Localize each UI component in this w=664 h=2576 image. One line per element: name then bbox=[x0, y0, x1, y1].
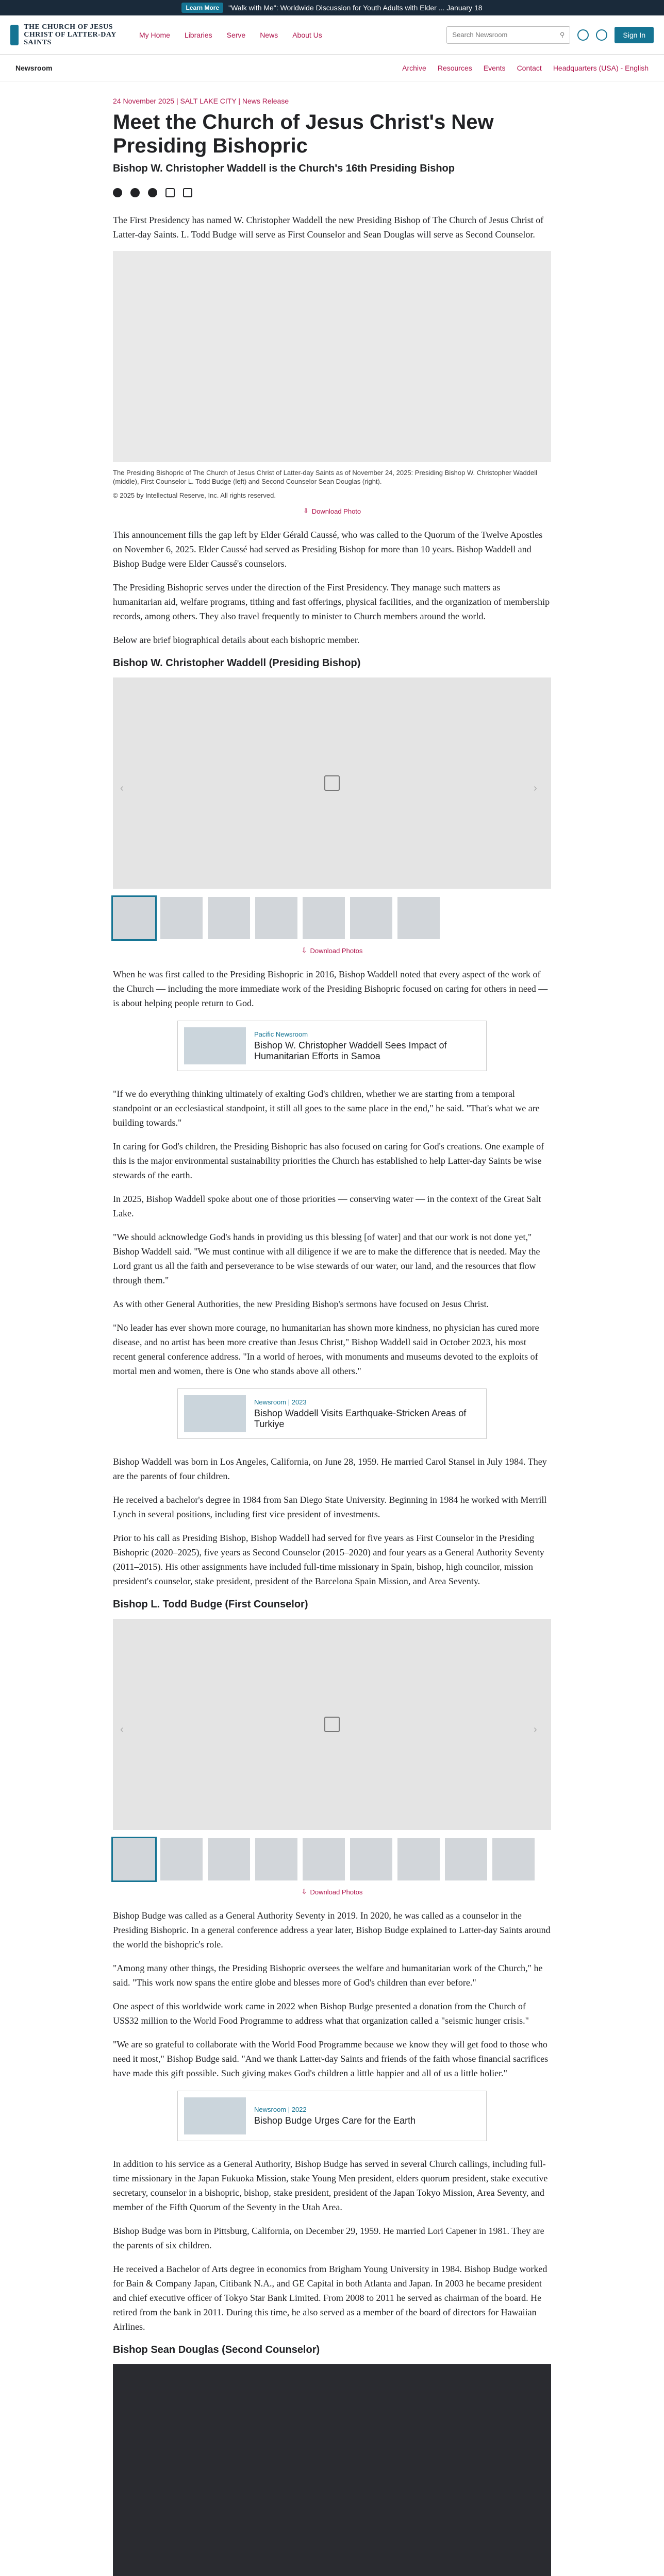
gallery-thumbnail[interactable] bbox=[208, 897, 250, 939]
paragraph: Bishop Budge was called as a General Authority Seventy in 2019. In 2020, he was called as a counselor in the Presiding Bishopric. In a general conference address a year later, Bishop Budge explained to Latter-day Saints around the world the bishopric's role. bbox=[113, 1910, 551, 1950]
related-title: Bishop Waddell Visits Earthquake-Stricken Areas of Turkiye bbox=[254, 1408, 467, 1429]
sign-in-button[interactable]: Sign In bbox=[615, 27, 654, 43]
photo-waddell bbox=[259, 251, 405, 462]
related-article[interactable] bbox=[177, 1021, 487, 1071]
gallery-thumbnail[interactable] bbox=[255, 897, 297, 939]
paragraph: This announcement fills the gap left by Elder Gérald Caussé, who was called to the Quorum of the Twelve Apostles on November 6, 2025. Elder Caussé had served as Presiding Bishop for more than 10 years. Bishop Waddell and Bishop Budge were Elder Caussé's counselors. bbox=[113, 530, 543, 569]
paragraph: The Presiding Bishopric serves under the direction of the First Presidency. They manage such matters as humanitarian aid, welfare programs, tithing and fast offerings, physical facilities, and the organization of membership records, among others. They also travel frequently to minister to Church members around the world. bbox=[113, 582, 550, 621]
paragraph: When he was first called to the Presiding Bishopric in 2016, Bishop Waddell noted that every aspect of the work of the Church — including the more immediate work of the Presiding Bishopric focused on caring for others in need — is about helping people return to God. bbox=[113, 969, 548, 1008]
subnav-resources[interactable]: Resources bbox=[437, 63, 472, 72]
facebook-icon[interactable] bbox=[113, 188, 122, 197]
newsroom-bar bbox=[0, 55, 664, 81]
gallery-thumbnail[interactable] bbox=[160, 897, 203, 939]
article bbox=[113, 81, 551, 2576]
paragraph: In caring for God's children, the Presiding Bishopric has also focused on caring for God's creations. One example of this is the major environmental sustainability priorities the Church has established to help Latter-day Saints be wise stewards of the earth. bbox=[113, 1141, 544, 1180]
download-photos-button[interactable]: ⇩ Download Photos bbox=[301, 1888, 363, 1896]
email-icon[interactable] bbox=[165, 188, 175, 197]
nav-libraries[interactable]: Libraries bbox=[184, 30, 212, 39]
related-article[interactable] bbox=[177, 1388, 487, 1439]
gallery-thumbnail[interactable] bbox=[492, 1838, 535, 1880]
section-heading-budge: Bishop L. Todd Budge (First Counselor) bbox=[113, 1599, 308, 1610]
gallery-thumbnail[interactable] bbox=[445, 1838, 487, 1880]
gallery-thumbnail[interactable] bbox=[303, 1838, 345, 1880]
paragraph: As with other General Authorities, the new Presiding Bishop's sermons have focused on Jesus Christ. bbox=[113, 1299, 489, 1309]
related-label: Pacific Newsroom bbox=[254, 1030, 308, 1038]
download-icon: ⇩ bbox=[301, 946, 307, 954]
gallery-thumbnail[interactable] bbox=[208, 1838, 250, 1880]
download-icon: ⇩ bbox=[303, 507, 309, 515]
learn-more-button[interactable]: Learn More bbox=[181, 3, 223, 13]
chevron-left-icon[interactable]: ‹ bbox=[120, 1724, 124, 1735]
intro-paragraph: The First Presidency has named W. Christopher Waddell the new Presiding Bishop of The Church of Jesus Christ of Latter-day Saints. L. Todd Budge will serve as First Counselor and Sean Douglas will serve as Second Counselor. bbox=[113, 215, 544, 240]
globe-icon[interactable] bbox=[596, 29, 607, 41]
hero-copyright: © 2025 by Intellectual Reserve, Inc. All rights reserved. bbox=[113, 492, 276, 499]
gallery-thumbnail[interactable] bbox=[397, 1838, 440, 1880]
related-title: Bishop W. Christopher Waddell Sees Impact of Humanitarian Efforts in Samoa bbox=[254, 1040, 447, 1061]
related-label: Newsroom | 2023 bbox=[254, 1398, 307, 1406]
gallery-thumbnail[interactable] bbox=[303, 897, 345, 939]
site-header bbox=[0, 15, 664, 55]
promo-bar bbox=[0, 0, 664, 15]
search-icon[interactable]: ⚲ bbox=[559, 30, 565, 39]
gallery-thumbnail[interactable] bbox=[350, 1838, 392, 1880]
nav-news[interactable]: News bbox=[260, 30, 278, 39]
waddell-thumbnails bbox=[113, 897, 551, 939]
christus-logo-icon bbox=[10, 25, 19, 45]
gallery-thumbnail[interactable] bbox=[113, 1838, 155, 1880]
waddell-gallery bbox=[113, 677, 551, 889]
related-article[interactable] bbox=[177, 2091, 487, 2141]
subnav-events[interactable]: Events bbox=[483, 63, 506, 72]
article-meta: 24 November 2025 | SALT LAKE CITY | News Release bbox=[113, 97, 289, 105]
bishopric-photo bbox=[113, 251, 551, 462]
paragraph: Bishop Budge was born in Pittsburg, California, on December 29, 1959. He married Lori Capener in 1981. They are the parents of six children. bbox=[113, 2226, 544, 2250]
paragraph: In addition to his service as a General Authority, Bishop Budge has served in several Church callings, including full-time missionary in the Japan Fukuoka Mission, stake Young Men president, elders quorum president, stake executive secretary, counselor in a bishopric, bishop, stake president, president of the Japan Tokyo Mission, Area Seventy, and member of the Fifth Quorum of the Seventy in the Utah Area. bbox=[113, 2159, 548, 2212]
budge-gallery bbox=[113, 1619, 551, 1830]
nav-serve[interactable]: Serve bbox=[226, 30, 246, 39]
chevron-left-icon[interactable]: ‹ bbox=[120, 783, 124, 794]
gallery-thumbnail[interactable] bbox=[255, 1838, 297, 1880]
subnav-contact[interactable]: Contact bbox=[517, 63, 542, 72]
related-thumbnail bbox=[184, 1027, 246, 1064]
paragraph: "Among many other things, the Presiding Bishopric oversees the welfare and humanitarian work of the Church," he said. "This work now spans the entire globe and blesses more of God's children than ever before." bbox=[113, 1963, 543, 1988]
paragraph: In 2025, Bishop Waddell spoke about one of those priorities — conserving water — in the context of the Great Salt Lake. bbox=[113, 1194, 541, 1218]
subnav-region[interactable]: Headquarters (USA) - English bbox=[553, 63, 649, 72]
douglas-photo[interactable] bbox=[113, 2364, 551, 2576]
search-box bbox=[446, 26, 570, 44]
paragraph: Prior to his call as Presiding Bishop, Bishop Waddell had served for five years as First Counselor in the Presiding Bishopric (2020–2025), five years as Second Counselor (2015–2020) and four years as a General Authority Seventy (2011–2015). His other assignments have included full-time missionary in Spain, bishop, high councilor, mission president's counselor, stake president, president of the Barcelona Spain Mission, and Area Seventy. bbox=[113, 1533, 544, 1586]
gallery-thumbnail[interactable] bbox=[160, 1838, 203, 1880]
photo-douglas bbox=[405, 251, 551, 462]
newsroom-brand[interactable]: Newsroom bbox=[15, 63, 53, 72]
gallery-thumbnail[interactable] bbox=[350, 897, 392, 939]
download-icon: ⇩ bbox=[301, 1888, 307, 1895]
share-bar bbox=[113, 188, 551, 197]
hero-caption: The Presiding Bishopric of The Church of Jesus Christ of Latter-day Saints as of November 24, 2025: Presiding Bishop W. Christopher Waddell (middle), First Counselor L. Todd Budge (left) and Second Counselor Sean Douglas (right). bbox=[113, 469, 538, 485]
paragraph: He received a bachelor's degree in 1984 from San Diego State University. Beginning in 1984 he worked with Merrill Lynch in several positions, including first vice president of investments. bbox=[113, 1495, 547, 1519]
x-icon[interactable] bbox=[130, 188, 140, 197]
page-title: Meet the Church of Jesus Christ's New Presiding Bishopric bbox=[113, 111, 494, 157]
nav-about-us[interactable]: About Us bbox=[292, 30, 322, 39]
paragraph: Bishop Waddell was born in Los Angeles, California, on June 28, 1959. He married Carol Stansel in July 1984. They are the parents of four children. bbox=[113, 1456, 547, 1481]
main-nav bbox=[139, 31, 322, 39]
nav-my-home[interactable]: My Home bbox=[139, 30, 170, 39]
logo-text: THE CHURCH OF JESUS CHRIST OF LATTER-DAY SAINTS bbox=[24, 23, 117, 46]
image-placeholder-icon bbox=[324, 1717, 340, 1732]
photo-budge bbox=[113, 251, 259, 462]
church-logo[interactable] bbox=[10, 23, 139, 46]
whatsapp-icon[interactable] bbox=[148, 188, 157, 197]
paragraph: He received a Bachelor of Arts degree in economics from Brigham Young University in 1984. Bishop Budge worked for Bain & Company Japan, Citibank N.A., and GE Capital in both Atlanta and Japan. In 2003 he became president and chief executive officer of Tokyo Star Bank Limited. From 2008 to 2011 he served as chairman of the board. He retired from the bank in 2011. During this time, he also served as a member of the board of directors for Hawaiian Airlines. bbox=[113, 2264, 547, 2332]
paragraph: "If we do everything thinking ultimately of exalting God's children, whether we are starting from a temporal standpoint or an ecclesiastical standpoint, it still all goes to the same place in the end," he said. "That's what we are building towards." bbox=[113, 1089, 540, 1128]
subnav-archive[interactable]: Archive bbox=[402, 63, 426, 72]
newsroom-nav bbox=[402, 64, 649, 72]
chevron-right-icon[interactable]: › bbox=[534, 1724, 537, 1735]
paragraph: "No leader has ever shown more courage, no humanitarian has shown more kindness, no physician has cured more disease, and no artist has been more creative than Jesus Christ," Bishop Waddell said in October 2023, his most recent general conference address. "In a world of heroes, with monuments and museums devoted to the exploits of mortal men and women, there is One who stands above all others." bbox=[113, 1323, 539, 1376]
related-title: Bishop Budge Urges Care for the Earth bbox=[254, 2115, 416, 2126]
related-label: Newsroom | 2022 bbox=[254, 2106, 307, 2113]
search-input[interactable] bbox=[452, 31, 559, 39]
gallery-thumbnail[interactable] bbox=[113, 897, 155, 939]
budge-thumbnails bbox=[113, 1838, 551, 1880]
promo-text: "Walk with Me": Worldwide Discussion for Youth Adults with Elder ... January 18 bbox=[228, 4, 483, 12]
section-heading-waddell: Bishop W. Christopher Waddell (Presiding Bishop) bbox=[113, 657, 361, 669]
download-photos-button[interactable]: ⇩ Download Photos bbox=[301, 946, 363, 955]
image-placeholder-icon bbox=[324, 775, 340, 791]
related-thumbnail bbox=[184, 2097, 246, 2134]
section-heading-douglas: Bishop Sean Douglas (Second Counselor) bbox=[113, 2344, 320, 2355]
paragraph: "We should acknowledge God's hands in providing us this blessing [of water] and that our work is not done yet," Bishop Waddell said. "We must continue with all diligence if we are to make the difference that is needed. May the Lord grant us all the faith and perseverance to be wise stewards of our water, our land, and the resources that flow through them." bbox=[113, 1232, 540, 1285]
chevron-right-icon[interactable]: › bbox=[534, 783, 537, 794]
link-icon[interactable] bbox=[183, 188, 192, 197]
paragraph: One aspect of this worldwide work came in 2022 when Bishop Budge presented a donation from the Church of US$32 million to the World Food Programme to address what that organization called a "seismic hunger crisis." bbox=[113, 2001, 529, 2026]
article-subtitle: Bishop W. Christopher Waddell is the Church's 16th Presiding Bishop bbox=[113, 163, 455, 174]
gallery-thumbnail[interactable] bbox=[397, 897, 440, 939]
paragraph: "We are so grateful to collaborate with the World Food Programme because we know they will get food to those who need it most," Bishop Budge said. "And we thank Latter-day Saints and friends of the faith whose financial sacrifices have made this gift possible. Such giving makes God's children a little happier and all of us a little holier." bbox=[113, 2039, 549, 2078]
paragraph: Below are brief biographical details about each bishopric member. bbox=[113, 635, 360, 645]
download-photo-button[interactable]: ⇩ Download Photo bbox=[303, 507, 361, 515]
related-thumbnail bbox=[184, 1395, 246, 1432]
header-actions bbox=[446, 26, 654, 44]
apps-icon[interactable] bbox=[577, 29, 589, 41]
